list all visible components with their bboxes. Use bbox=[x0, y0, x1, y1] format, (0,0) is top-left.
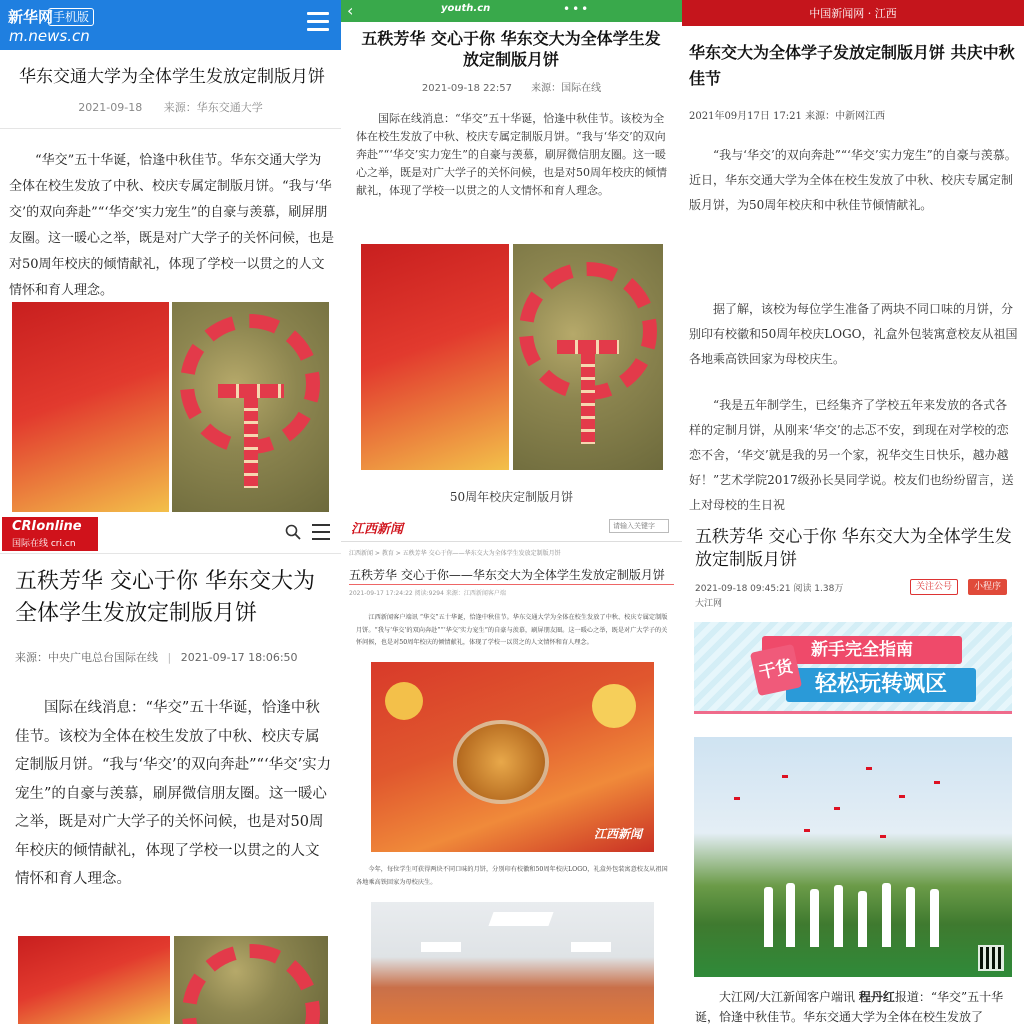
mooncake-closeup-photo bbox=[371, 662, 654, 852]
article-source: 来源：中央广电总台国际在线 bbox=[15, 651, 158, 664]
article-source: 大江网 bbox=[695, 599, 723, 609]
students-celebration-photo bbox=[694, 737, 1012, 977]
article-meta: 2021-09-17 17:24:22 阅读:9294 来源：江西新闻客户端 bbox=[349, 590, 506, 597]
jxnews-logo[interactable]: 江西新闻 bbox=[351, 522, 404, 537]
site-url: m.news.cn bbox=[9, 27, 90, 45]
article-paragraph-2: 据了解，该校为每位学生准备了两块不同口味的月饼，分别印有校徽和50周年校庆LOGO，礼盒外包装寓意校友从祖国各地乘高铁回家为母校庆生。 bbox=[689, 302, 1018, 366]
photo-watermark: 江西新闻 bbox=[593, 827, 642, 841]
cri-logo[interactable] bbox=[2, 517, 98, 551]
banner-headline: 新手完全指南 bbox=[762, 636, 962, 664]
mooncake-logo-photo bbox=[513, 244, 663, 470]
reporter-name: 程丹红 bbox=[858, 990, 895, 1004]
body-rest: 报道：“华交”五十华诞，恰逢中秋佳节。华东交通大学为全体在校生发放了 bbox=[695, 990, 1004, 1024]
article-meta bbox=[341, 79, 682, 94]
youth-logo[interactable]: youth.cn bbox=[441, 3, 491, 14]
qr-code bbox=[978, 945, 1004, 971]
body-prefix: 大江网/大江新闻客户端讯 bbox=[719, 990, 859, 1004]
jxnews-article-panel bbox=[341, 512, 682, 1024]
article-meta bbox=[15, 649, 298, 665]
article-body: 国际在线消息：“华交”五十华诞，恰逢中秋佳节。该校为全体在校生发放了中秋、校庆专属定制版月饼。“我与‘华交’的双向奔赴”“‘华交’实力宠生”的自豪与羡慕，刷屏微信朋友圈。这一暖心之举，既是对广大学子的关怀问候，也是对50周年校庆的倾情献礼，体现了学校一以贯之的人文情怀和育人理念。 bbox=[356, 112, 667, 197]
article-paragraph-1: 江西新闻客户端讯 “华交”五十华诞，恰逢中秋佳节。华东交通大学为全体在校生发放了中秋、校庆专属定制版月饼。“我与‘华交’的双向奔赴”“‘华交’实力宠生”的自豪与羡慕，刷屏朋友圈。这一暖心之举，既是对广大学子的关怀问候，也是对50周年校庆的倾情献礼，体现了学校一以贯之的人文情怀和育人理念。 bbox=[356, 614, 668, 646]
cri-logo-text: CRIonline bbox=[12, 519, 82, 534]
xinhua-logo[interactable]: 新华网 bbox=[8, 8, 54, 26]
article-paragraph-3: “我是五年制学生，已经集齐了学校五年来发放的各式各样的定制月饼，从刚来‘华交’的忐忑不安，到现在对学校的恋恋不舍，‘华交’就是我的另一个家，祝华交生日快乐，越办越好！”艺术学院2017级孙长昊同学说。校友们也纷纷留言，送上对母校的生日祝 bbox=[689, 398, 1014, 512]
meta-separator: | bbox=[167, 651, 172, 664]
article-meta bbox=[0, 99, 341, 115]
xinhua-article-panel bbox=[0, 0, 341, 512]
article-title: 五秩芳华 交心于你 华东交大为全体学生发放定制版月饼 bbox=[361, 29, 661, 69]
image-caption: 50周年校庆定制版月饼 bbox=[449, 490, 574, 504]
search-input[interactable]: 请输入关键字 bbox=[609, 519, 669, 533]
article-title: 五秩芳华 交心于你——华东交大为全体学生发放定制版月饼 bbox=[349, 568, 665, 582]
article-body bbox=[695, 987, 1015, 1024]
mooncake-logo-photo bbox=[174, 936, 328, 1024]
youth-article-panel bbox=[341, 0, 682, 512]
hamburger-menu-icon[interactable] bbox=[312, 524, 330, 540]
banner-tag: 干货 bbox=[750, 644, 802, 696]
article-body: 国际在线消息：“华交”五十华诞，恰逢中秋佳节。该校为全体在校生发放了中秋、校庆专属定制版月饼。“我与‘华交’的双向奔赴”“‘华交’实力宠生”的自豪与羡慕，刷屏微信朋友圈。这一暖心之举，既是对广大学子的关怀问候，也是对50周年校庆的倾情献礼，体现了学校一以贯之的人文情怀和育人理念。 bbox=[15, 700, 332, 887]
search-icon[interactable] bbox=[285, 524, 301, 540]
banner-subheadline: 轻松玩转飒区 bbox=[786, 668, 976, 702]
logo-badge-right bbox=[592, 684, 636, 728]
mooncake-box-photo bbox=[18, 936, 170, 1024]
mini-program-button[interactable]: 小程序 bbox=[968, 579, 1007, 595]
article-meta: 2021-09-18 09:45:21 阅读 1.38万 bbox=[695, 584, 844, 594]
title-divider bbox=[349, 584, 674, 585]
article-title: 五秩芳华 交心于你 华东交大为全体学生发放定制版月饼 bbox=[695, 527, 1012, 570]
article-datetime: 2021-09-17 18:06:50 bbox=[180, 651, 298, 664]
divider bbox=[0, 128, 341, 129]
article-meta: 2021年09月17日 17:21 来源：中新网江西 bbox=[689, 111, 886, 122]
article-date: 2021-09-18 bbox=[78, 101, 143, 114]
mooncake bbox=[453, 720, 549, 804]
mooncake-logo-photo bbox=[172, 302, 329, 512]
chinanews-article-panel bbox=[682, 0, 1024, 512]
back-arrow-icon[interactable]: ‹ bbox=[347, 1, 354, 20]
article-title: 华东交大为全体学子发放定制版月饼 共庆中秋佳节 bbox=[689, 43, 1015, 88]
xinhua-header bbox=[0, 0, 341, 50]
article-datetime: 2021-09-18 22:57 bbox=[421, 83, 512, 94]
mooncake-box-photo bbox=[361, 244, 509, 470]
hamburger-menu-icon[interactable] bbox=[307, 12, 329, 30]
follow-account-button[interactable]: 关注公号 bbox=[910, 579, 958, 595]
article-paragraph-2: 今年，每位学生可获得两块不同口味的月饼，分别印有校徽和50周年校庆LOGO，礼盒外包装寓意校友从祖国各地乘高铁回家为母校庆生。 bbox=[356, 866, 668, 886]
ad-banner[interactable] bbox=[694, 622, 1012, 714]
cri-logo-subtext: 国际在线 cri.cn bbox=[12, 539, 76, 549]
cri-article-panel bbox=[0, 512, 341, 1024]
mooncake-box-photo bbox=[12, 302, 169, 512]
jxnews-header bbox=[341, 512, 682, 542]
logo-badge-left bbox=[385, 682, 423, 720]
article-body: “华交”五十华诞，恰逢中秋佳节。华东交通大学为全体在校生发放了中秋、校庆专属定制版月饼。“我与‘华交’的双向奔赴”“‘华交’实力宠生”的自豪与羡慕，刷屏朋友圈。这一暖心之举，既是对广大学子的关怀问候，也是对50周年校庆的倾情献礼，体现了学校一以贯之的人文情怀和育人理念。 bbox=[9, 153, 335, 298]
more-dots-icon[interactable]: ••• bbox=[563, 2, 591, 16]
breadcrumb[interactable]: 江西新闻 > 教育 > 五秩芳华 交心于你——华东交大为全体学生发放定制版月饼 bbox=[349, 550, 561, 557]
dajiang-article-panel bbox=[682, 512, 1024, 1024]
cri-header bbox=[0, 512, 341, 554]
auditorium-photo bbox=[371, 902, 654, 1024]
chinanews-header bbox=[682, 0, 1024, 26]
article-title: 五秩芳华 交心于你 华东交大为全体学生发放定制版月饼 bbox=[15, 569, 315, 626]
mobile-badge: 手机版 bbox=[48, 8, 94, 26]
article-source: 来源：国际在线 bbox=[531, 83, 602, 94]
article-paragraph-1: “我与‘华交’的双向奔赴”“‘华交’实力宠生”的自豪与羡慕。近日，华东交通大学为全体在校生发放了中秋、校庆专属定制版月饼，为50周年校庆和中秋佳节倾情献礼。 bbox=[689, 148, 1017, 212]
article-title: 华东交通大学为全体学生发放定制版月饼 bbox=[19, 67, 325, 87]
channel-name[interactable]: 中国新闻网 · 江西 bbox=[809, 7, 897, 20]
article-source: 来源：华东交通大学 bbox=[163, 101, 263, 114]
youth-header bbox=[341, 0, 682, 22]
